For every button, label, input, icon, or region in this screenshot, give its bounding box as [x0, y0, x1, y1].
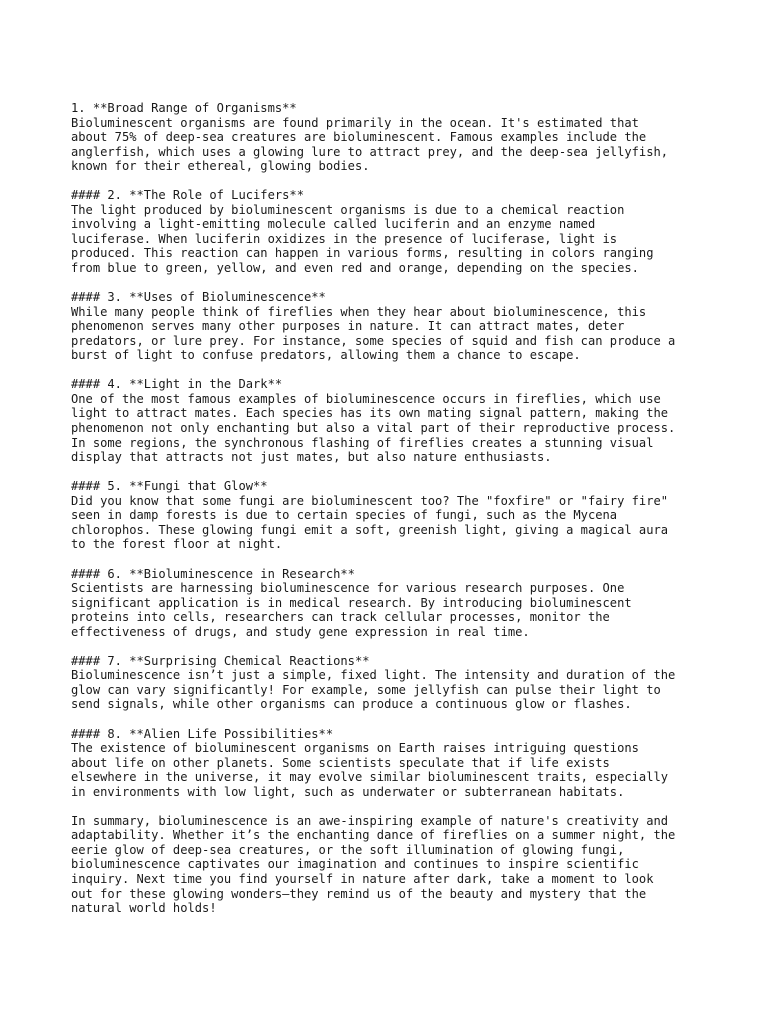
section-alien-life — [71, 727, 731, 800]
body-line: phenomenon not only enchanting but also a vital part of their reproductive process. — [71, 421, 676, 436]
body-line: light to attract mates. Each species has its own mating signal pattern, making the — [71, 406, 669, 421]
body-line: In summary, bioluminescence is an awe-inspiring example of nature's creativity and — [71, 813, 669, 828]
body-line: Did you know that some fungi are bioluminescent too? The "foxfire" or "fairy fire" — [71, 493, 669, 508]
body-line: significant application is in medical research. By introducing bioluminescent — [71, 595, 632, 610]
section-heading: #### 6. **Bioluminescence in Research** — [71, 566, 355, 581]
body-line: chlorophos. These glowing fungi emit a soft, greenish light, giving a magical aura — [71, 522, 669, 537]
body-line: involving a light-emitting molecule called luciferin and an enzyme named — [71, 217, 596, 232]
section-light-in-the-dark — [71, 377, 731, 464]
body-line: luciferase. When luciferin oxidizes in the presence of luciferase, light is — [71, 231, 618, 246]
body-line: While many people think of fireflies when they hear about bioluminescence, this — [71, 304, 647, 319]
body-line: effectiveness of drugs, and study gene expression in real time. — [71, 624, 530, 639]
body-line: bioluminescence captivates our imagination and continues to inspire scientific — [71, 857, 639, 872]
summary-paragraph — [71, 814, 731, 916]
body-line: natural world holds! — [71, 901, 217, 916]
section-heading: #### 5. **Fungi that Glow** — [71, 479, 268, 494]
section-heading: 1. **Broad Range of Organisms** — [71, 101, 297, 115]
body-line: to the forest floor at night. — [71, 537, 283, 552]
body-line: from blue to green, yellow, and even red and orange, depending on the species. — [71, 261, 639, 276]
body-line: glow can vary significantly! For example, some jellyfish can pulse their light to — [71, 682, 661, 697]
body-line: Scientists are harnessing bioluminescence for various research purposes. One — [71, 581, 625, 596]
body-line: The existence of bioluminescent organisms on Earth raises intriguing questions — [71, 741, 639, 756]
body-line: proteins into cells, researchers can track cellular processes, monitor the — [71, 610, 610, 625]
section-heading: #### 7. **Surprising Chemical Reactions** — [71, 653, 370, 668]
section-heading: #### 3. **Uses of Bioluminescence** — [71, 290, 326, 305]
body-line: known for their ethereal, glowing bodies. — [71, 159, 370, 174]
body-line: out for these glowing wonders—they remind us of the beauty and mystery that the — [71, 886, 647, 901]
body-line: about 75% of deep-sea creatures are bioluminescent. Famous examples include the — [71, 130, 647, 145]
body-line: burst of light to confuse predators, allowing them a chance to escape. — [71, 348, 581, 363]
section-heading: #### 2. **The Role of Lucifers** — [71, 188, 304, 203]
section-uses — [71, 290, 731, 363]
body-line: Bioluminescent organisms are found primarily in the ocean. It's estimated that — [71, 115, 639, 130]
document-page — [71, 101, 731, 930]
body-line: display that attracts not just mates, but also nature enthusiasts. — [71, 450, 552, 465]
section-heading: #### 8. **Alien Life Possibilities** — [71, 726, 334, 741]
section-chemical-reactions — [71, 654, 731, 712]
section-heading: #### 4. **Light in the Dark** — [71, 377, 283, 392]
section-broad-range — [71, 101, 731, 174]
body-line: The light produced by bioluminescent organisms is due to a chemical reaction — [71, 202, 625, 217]
body-line: eerie glow of deep-sea creatures, or the soft illumination of glowing fungi, — [71, 842, 625, 857]
body-line: anglerfish, which uses a glowing lure to attract prey, and the deep-sea jellyfish, — [71, 144, 669, 159]
section-fungi — [71, 479, 731, 552]
body-line: seen in damp forests is due to certain species of fungi, such as the Mycena — [71, 508, 618, 523]
body-line: send signals, while other organisms can produce a continuous glow or flashes. — [71, 697, 632, 712]
body-line: phenomenon serves many other purposes in nature. It can attract mates, deter — [71, 319, 625, 334]
body-line: inquiry. Next time you find yourself in nature after dark, take a moment to look — [71, 871, 654, 886]
body-line: adaptability. Whether it’s the enchanting dance of fireflies on a summer night, the — [71, 828, 676, 843]
body-line: In some regions, the synchronous flashing of fireflies creates a stunning visual — [71, 435, 654, 450]
body-line: about life on other planets. Some scientists speculate that if life exists — [71, 755, 610, 770]
body-line: produced. This reaction can happen in various forms, resulting in colors ranging — [71, 246, 654, 261]
body-line: elsewhere in the universe, it may evolve similar bioluminescent traits, especially — [71, 770, 669, 785]
body-line: predators, or lure prey. For instance, some species of squid and fish can produce a — [71, 333, 676, 348]
section-role-of-lucifers — [71, 188, 731, 275]
body-line: Bioluminescence isn’t just a simple, fixed light. The intensity and duration of the — [71, 668, 676, 683]
section-research — [71, 567, 731, 640]
body-line: One of the most famous examples of bioluminescence occurs in fireflies, which use — [71, 391, 661, 406]
body-line: in environments with low light, such as underwater or subterranean habitats. — [71, 784, 625, 799]
